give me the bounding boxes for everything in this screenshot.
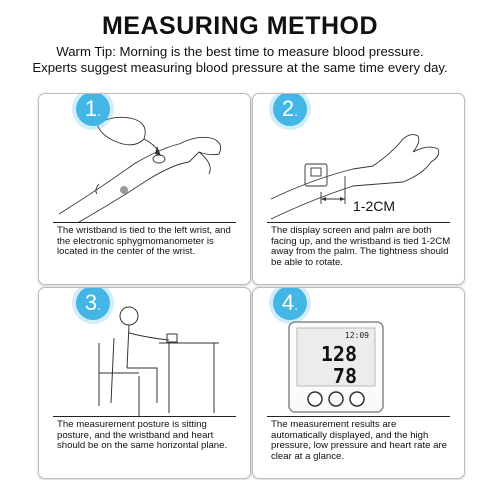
step-card-3 [38,287,251,479]
device-button [350,392,364,406]
step-caption: The measurement posture is sitting posture, and the wristband and heart should be on the same horizontal plane. [57,419,228,451]
step-card-4 [252,287,465,479]
caption-divider [267,222,450,223]
step-number-badge: 1. [76,93,110,126]
step-caption: The display screen and palm are both facing up, and the wristband is tied 1-2CM away from the palm. The tightness should be able to rotate. [271,225,451,268]
warm-tip-line-2: Experts suggest measuring blood pressure at the same time every day. [32,60,448,75]
step-number-badge: 3. [76,287,110,320]
step-number-badge: 4. [273,287,307,320]
step-caption: The measurement results are automatically displayed, and the high pressure, low pressure and heart rate are clear at a glance. [271,419,447,462]
device-button [308,392,322,406]
step-card-2 [252,93,465,285]
warm-tip-line-1: Warm Tip: Morning is the best time to measure blood pressure. [56,44,424,59]
wrist-illustration [39,94,250,222]
caption-divider [267,416,450,417]
device-time: 12:09 [344,331,369,340]
device-diastolic: 78 [332,364,357,388]
page-title: MEASURING METHOD [101,12,379,40]
step-caption: The wristband is tied to the left wrist, and the electronic sphygmomanometer is located in the center of the wrist. [57,225,231,257]
distance-label: 1-2CM [353,198,396,214]
step-card-1 [38,93,251,285]
caption-divider [53,416,236,417]
step-number-badge: 2. [273,93,307,126]
sitting-posture-illustration [39,288,250,416]
device-button [329,392,343,406]
device-systolic: 128 [320,342,357,366]
caption-divider [53,222,236,223]
